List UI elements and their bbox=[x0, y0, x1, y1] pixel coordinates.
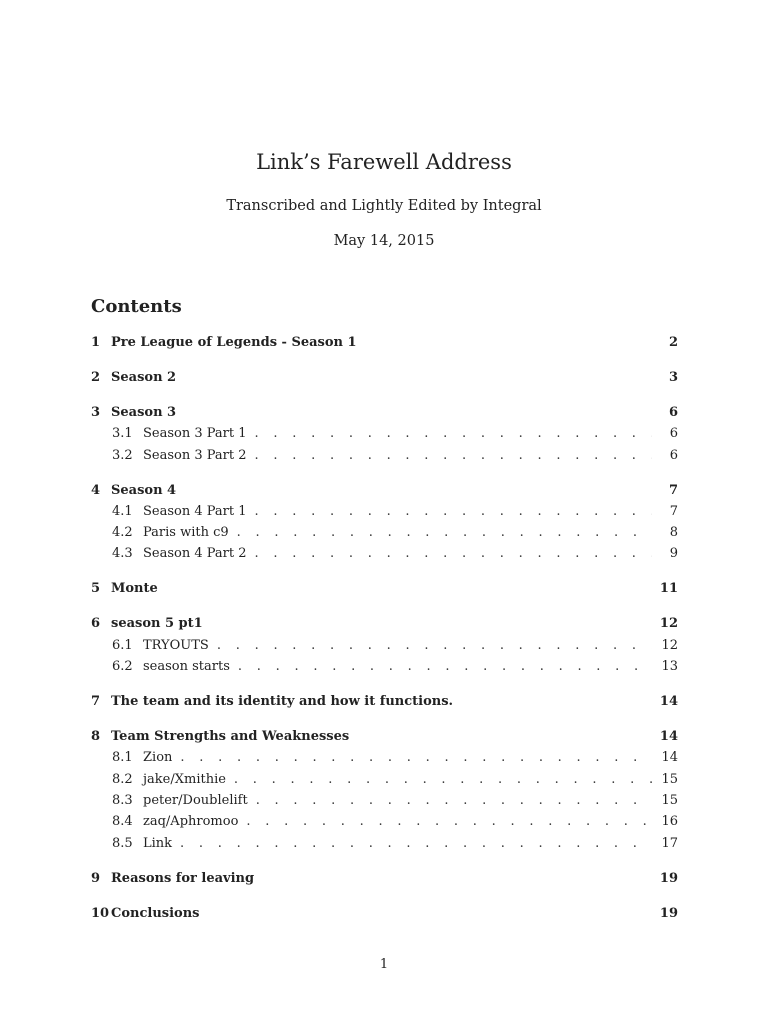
page-number: 1 bbox=[379, 957, 389, 972]
toc-subsection-title: Link bbox=[143, 835, 173, 851]
toc-section-number: 7 bbox=[91, 694, 101, 710]
toc-dot-leader bbox=[234, 770, 652, 790]
toc-subsection-title: Season 3 Part 1 bbox=[143, 426, 247, 442]
toc-section-title: Reasons for leaving bbox=[111, 870, 255, 886]
toc-section-page: 14 bbox=[659, 729, 678, 745]
toc-section-page: 19 bbox=[659, 870, 678, 886]
toc-subsection[interactable] bbox=[91, 523, 678, 543]
document-author: Transcribed and Lightly Edited by Integral bbox=[226, 198, 542, 214]
toc-subsection-title: Zion bbox=[143, 750, 173, 766]
toc-dot-leader bbox=[246, 812, 652, 832]
toc-subsection-page: 16 bbox=[661, 814, 678, 830]
toc-subsection-title: Season 4 Part 2 bbox=[143, 546, 247, 562]
toc-subsection[interactable] bbox=[91, 812, 678, 832]
toc-section-number: 6 bbox=[91, 616, 101, 632]
toc-section-page: 2 bbox=[668, 335, 678, 350]
toc-subsection-title: jake/Xmithie bbox=[143, 771, 226, 787]
toc-subsection-title: season starts bbox=[143, 659, 230, 675]
document-date: May 14, 2015 bbox=[333, 233, 435, 249]
toc-dot-leader bbox=[255, 446, 652, 466]
toc-subsection[interactable] bbox=[91, 544, 678, 564]
toc-subsection-number: 8.5 bbox=[112, 835, 133, 851]
toc-dot-leader bbox=[255, 502, 652, 522]
toc-dot-leader bbox=[217, 636, 652, 656]
toc-section[interactable] bbox=[91, 727, 678, 747]
toc-subsection-number: 4.3 bbox=[112, 546, 133, 562]
toc-subsection-page: 7 bbox=[669, 503, 678, 519]
toc-section[interactable] bbox=[91, 692, 678, 712]
toc-subsection-page: 9 bbox=[669, 546, 678, 562]
toc-section-page: 7 bbox=[668, 482, 678, 498]
toc-subsection-number: 8.2 bbox=[112, 771, 133, 787]
toc-section-title: Pre League of Legends - Season 1 bbox=[111, 335, 357, 350]
toc-section[interactable] bbox=[91, 579, 678, 599]
toc-section-title: Season 3 bbox=[111, 405, 177, 420]
toc-subsection[interactable] bbox=[91, 446, 678, 466]
toc-section-page: 11 bbox=[659, 581, 678, 597]
toc-subsection[interactable] bbox=[91, 791, 678, 811]
toc-section[interactable] bbox=[91, 368, 678, 388]
toc-section[interactable] bbox=[91, 869, 678, 889]
toc-dot-leader bbox=[255, 544, 652, 564]
toc-dot-leader bbox=[180, 834, 652, 854]
toc-subsection-number: 3.2 bbox=[112, 447, 133, 463]
table-of-contents bbox=[91, 333, 678, 924]
toc-section-number: 10 bbox=[91, 905, 110, 921]
toc-section-title: Season 4 bbox=[111, 482, 177, 498]
toc-section-number: 3 bbox=[91, 405, 101, 420]
toc-section-page: 19 bbox=[659, 905, 678, 921]
toc-dot-leader bbox=[256, 791, 652, 811]
toc-subsection-page: 17 bbox=[661, 835, 678, 851]
toc-subsection-title: Season 4 Part 1 bbox=[143, 503, 247, 519]
toc-section[interactable] bbox=[91, 904, 678, 924]
toc-dot-leader bbox=[238, 657, 652, 677]
toc-section-number: 2 bbox=[91, 370, 101, 385]
toc-subsection[interactable] bbox=[91, 502, 678, 522]
toc-subsection-number: 4.1 bbox=[112, 503, 133, 519]
toc-subsection[interactable] bbox=[91, 770, 678, 790]
toc-subsection[interactable] bbox=[91, 834, 678, 854]
toc-subsection[interactable] bbox=[91, 657, 678, 677]
toc-subsection[interactable] bbox=[91, 636, 678, 656]
toc-section-page: 6 bbox=[668, 405, 678, 420]
toc-section[interactable] bbox=[91, 403, 678, 423]
toc-subsection[interactable] bbox=[91, 424, 678, 444]
toc-section-number: 1 bbox=[91, 335, 101, 350]
toc-subsection-number: 8.3 bbox=[112, 792, 133, 808]
toc-section-title: Team Strengths and Weaknesses bbox=[111, 729, 350, 745]
toc-section-number: 4 bbox=[91, 482, 101, 498]
toc-subsection-page: 8 bbox=[669, 525, 678, 541]
toc-section-title: The team and its identity and how it functions. bbox=[111, 694, 454, 710]
toc-subsection-page: 6 bbox=[669, 447, 678, 463]
toc-subsection-title: zaq/Aphromoo bbox=[143, 814, 239, 830]
toc-dot-leader bbox=[180, 748, 652, 768]
toc-section-title: Conclusions bbox=[111, 905, 200, 921]
toc-subsection-title: Season 3 Part 2 bbox=[143, 447, 247, 463]
toc-subsection-number: 3.1 bbox=[112, 426, 133, 442]
toc-section-page: 3 bbox=[668, 370, 678, 385]
toc-dot-leader bbox=[237, 523, 652, 543]
contents-heading: Contents bbox=[91, 296, 182, 317]
toc-section-number: 9 bbox=[91, 870, 101, 886]
toc-subsection-page: 15 bbox=[661, 771, 678, 787]
document-title: Link’s Farewell Address bbox=[256, 150, 512, 174]
toc-subsection[interactable] bbox=[91, 748, 678, 768]
toc-section-page: 14 bbox=[659, 694, 678, 710]
toc-subsection-number: 8.1 bbox=[112, 750, 133, 766]
toc-subsection-title: peter/Doublelift bbox=[143, 792, 248, 808]
toc-subsection-title: TRYOUTS bbox=[143, 637, 209, 653]
toc-subsection-page: 14 bbox=[661, 750, 678, 766]
toc-subsection-number: 8.4 bbox=[112, 814, 133, 830]
toc-section[interactable] bbox=[91, 333, 678, 353]
toc-section-page: 12 bbox=[659, 616, 678, 632]
toc-subsection-title: Paris with c9 bbox=[143, 525, 229, 541]
toc-subsection-page: 13 bbox=[661, 659, 678, 675]
toc-section[interactable] bbox=[91, 481, 678, 501]
toc-section-title: Season 2 bbox=[111, 370, 177, 385]
toc-subsection-page: 12 bbox=[661, 637, 678, 653]
toc-section-title: Monte bbox=[111, 581, 158, 597]
toc-section-number: 8 bbox=[91, 729, 101, 745]
toc-dot-leader bbox=[255, 424, 652, 444]
toc-subsection-number: 4.2 bbox=[112, 525, 133, 541]
toc-subsection-page: 15 bbox=[661, 792, 678, 808]
toc-section-title: season 5 pt1 bbox=[111, 616, 203, 632]
toc-section-number: 5 bbox=[91, 581, 101, 597]
toc-subsection-page: 6 bbox=[669, 426, 678, 442]
toc-subsection-number: 6.2 bbox=[112, 659, 133, 675]
toc-subsection-number: 6.1 bbox=[112, 637, 133, 653]
toc-section[interactable] bbox=[91, 614, 678, 634]
